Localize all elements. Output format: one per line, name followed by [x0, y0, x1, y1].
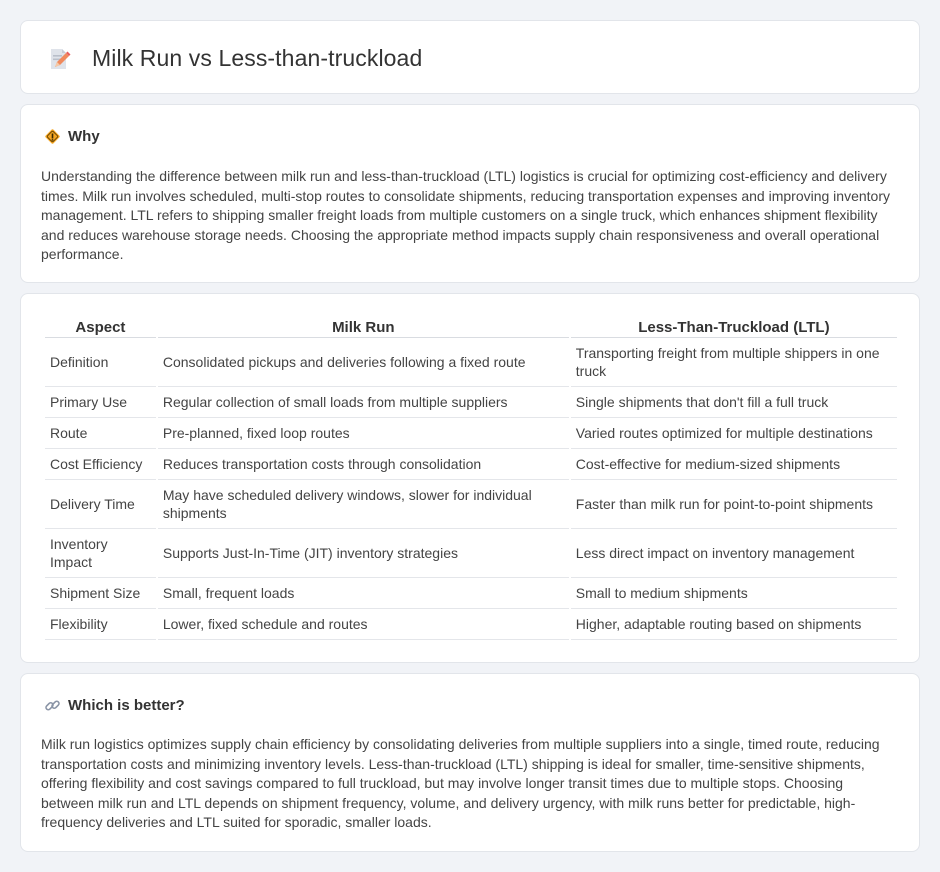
link-icon: [43, 696, 61, 714]
table-row: [45, 480, 897, 529]
row-milk-run: Small, frequent loads: [158, 578, 569, 609]
row-aspect: Shipment Size: [45, 578, 156, 609]
diamond-sign-icon: [43, 127, 61, 145]
table-row: [45, 338, 897, 387]
page-title: Milk Run vs Less-than-truckload: [92, 45, 423, 71]
row-ltl: Less direct impact on inventory management: [571, 529, 897, 578]
why-heading: [43, 127, 100, 145]
row-ltl: Higher, adaptable routing based on shipments: [571, 609, 897, 640]
row-aspect: Cost Efficiency: [45, 449, 156, 480]
comparison-table: [43, 314, 899, 640]
row-aspect: Definition: [45, 338, 156, 387]
header-card: [20, 20, 920, 94]
row-aspect: Flexibility: [45, 609, 156, 640]
better-title: Which is better?: [68, 696, 185, 714]
better-body: Milk run logistics optimizes supply chain efficiency by consolidating deliveries from multiple suppliers into a single, timed route, reducing transportation costs and minimizing inventory levels. Less-than-truckload (LTL) shipping is ideal for smaller, time-sensitive shipments, offering flexibility and cost savings compared to full truckload, but may involve longer transit times due to multiple stops. Choosing between milk run and LTL depends on shipment frequency, volume, and delivery urgency, with milk runs better for predictable, high-frequency deliveries and LTL suited for sporadic, smaller loads.: [41, 736, 880, 831]
why-body: Understanding the difference between milk run and less-than-truckload (LTL) logistics is crucial for optimizing cost-efficiency and delivery times. Milk run involves scheduled, multi-stop routes to consolidate shipments, reducing transportation expenses and improving inventory management. LTL refers to shipping smaller freight loads from multiple customers on a single truck, which enhances shipment flexibility and reduces warehouse storage needs. Choosing the appropriate method impacts supply chain responsiveness and overall operational performance.: [41, 168, 890, 263]
row-milk-run: Pre-planned, fixed loop routes: [158, 418, 569, 449]
header-aspect: Aspect: [45, 314, 156, 338]
why-title: Why: [68, 127, 100, 145]
table-header-row: [45, 314, 897, 338]
row-ltl: Varied routes optimized for multiple destinations: [571, 418, 897, 449]
row-aspect: Delivery Time: [45, 480, 156, 529]
header-milk-run: Milk Run: [158, 314, 569, 338]
row-ltl: Faster than milk run for point-to-point shipments: [571, 480, 897, 529]
row-milk-run: Reduces transportation costs through consolidation: [158, 449, 569, 480]
better-heading: [43, 696, 185, 714]
which-is-better-section: [20, 673, 920, 852]
row-aspect: Inventory Impact: [45, 529, 156, 578]
row-milk-run: May have scheduled delivery windows, slower for individual shipments: [158, 480, 569, 529]
table-row: [45, 418, 897, 449]
comparison-section: [20, 293, 920, 663]
why-section: [20, 104, 920, 283]
table-row: [45, 578, 897, 609]
row-ltl: Single shipments that don't fill a full truck: [571, 387, 897, 418]
table-row: [45, 529, 897, 578]
header-ltl: Less-Than-Truckload (LTL): [571, 314, 897, 338]
table-row: [45, 609, 897, 640]
row-milk-run: Regular collection of small loads from multiple suppliers: [158, 387, 569, 418]
row-milk-run: Lower, fixed schedule and routes: [158, 609, 569, 640]
table-row: [45, 449, 897, 480]
title-row: [47, 45, 422, 72]
row-aspect: Route: [45, 418, 156, 449]
document-pencil-icon: [47, 47, 71, 71]
row-milk-run: Consolidated pickups and deliveries following a fixed route: [158, 338, 569, 387]
row-ltl: Cost-effective for medium-sized shipments: [571, 449, 897, 480]
row-aspect: Primary Use: [45, 387, 156, 418]
row-milk-run: Supports Just-In-Time (JIT) inventory strategies: [158, 529, 569, 578]
table-row: [45, 387, 897, 418]
row-ltl: Transporting freight from multiple shippers in one truck: [571, 338, 897, 387]
row-ltl: Small to medium shipments: [571, 578, 897, 609]
